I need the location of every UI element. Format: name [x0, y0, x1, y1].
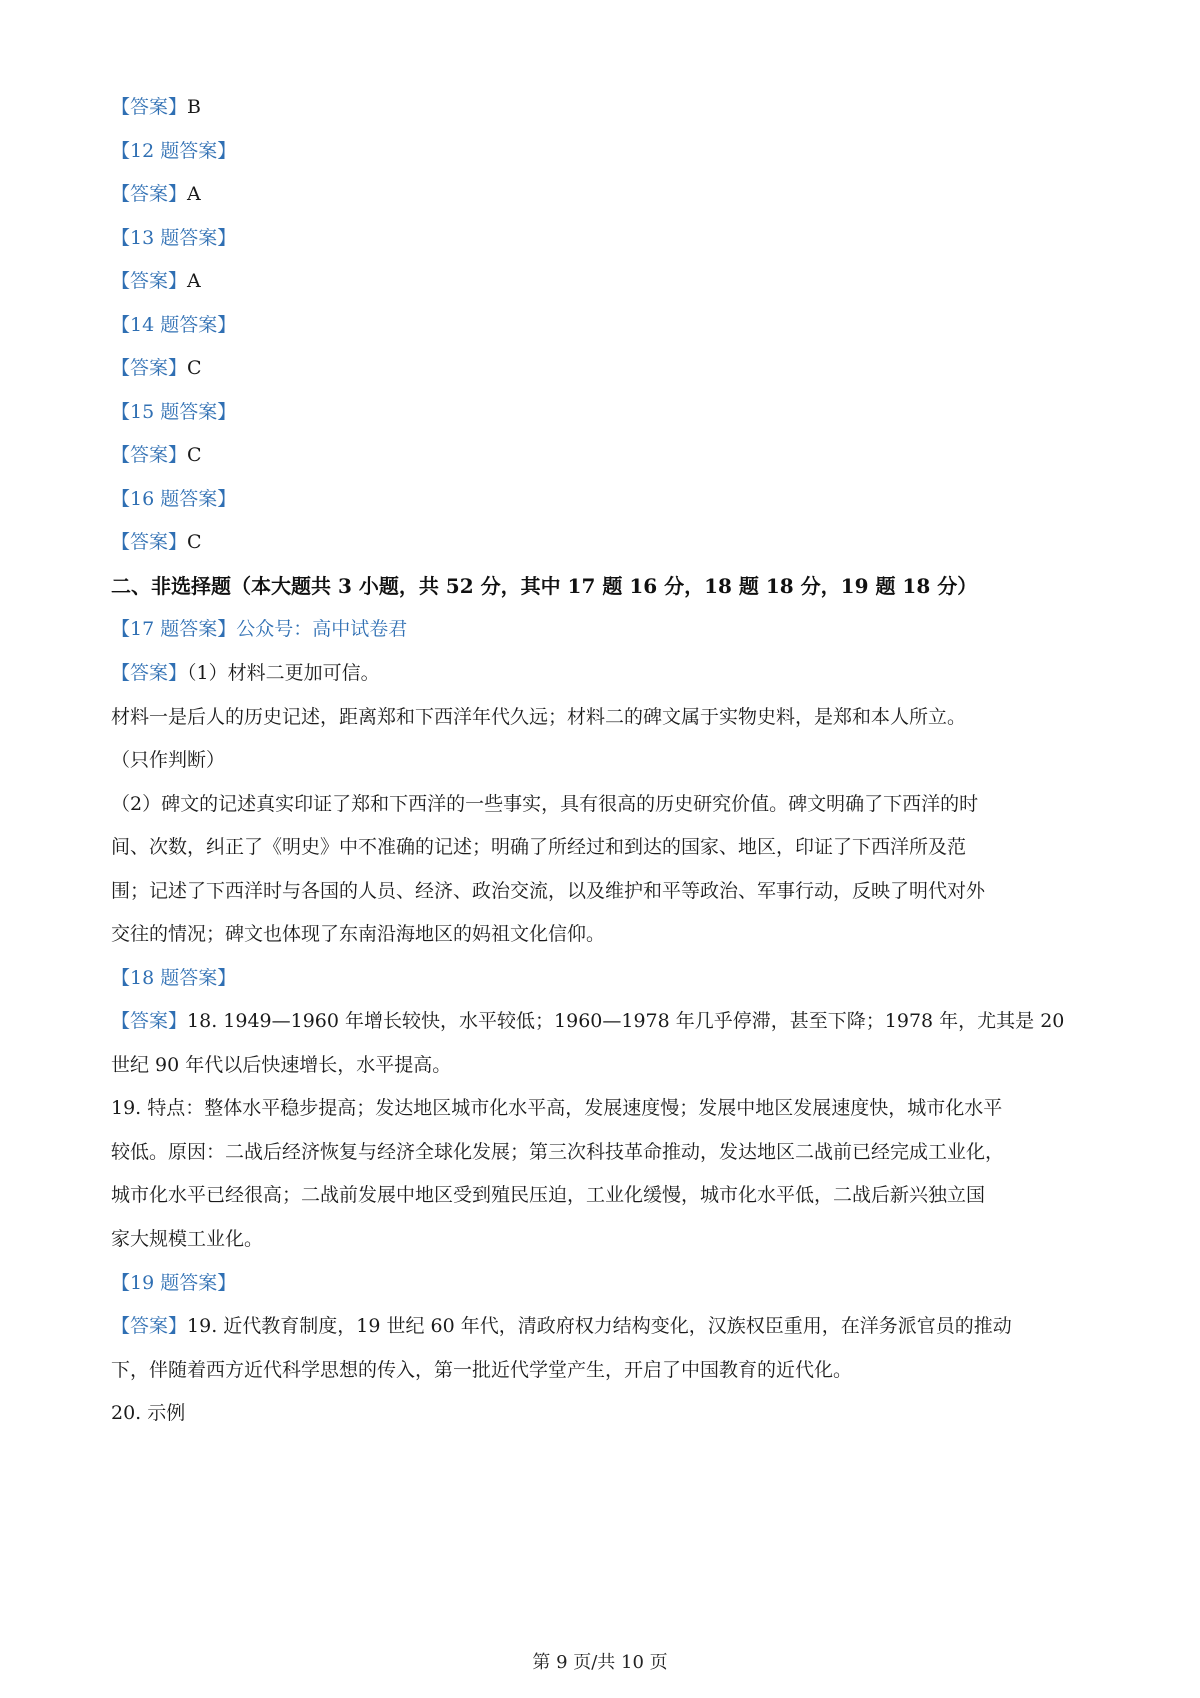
answer-line	[111, 530, 1110, 554]
page-footer: 第 9 页/共 10 页	[532, 1652, 668, 1673]
question-heading	[111, 617, 1110, 641]
question-tag: 【15 题答案】	[111, 401, 237, 423]
body-line: 下，伴随着西方近代科学思想的传入，第一批近代学堂产生，开启了中国教育的近代化。	[111, 1359, 853, 1381]
answer-line	[111, 182, 1110, 206]
answer-tag: 【答案】	[111, 662, 188, 684]
question-heading	[111, 226, 1110, 250]
answer-tag: 【答案】	[111, 183, 188, 205]
body-line: （只作判断）	[111, 749, 226, 771]
body-line: 世纪 90 年代以后快速增长，水平提高。	[111, 1054, 452, 1076]
answer-tag: 【答案】	[111, 357, 188, 379]
answer-text: C	[187, 444, 202, 466]
question-heading	[111, 400, 1110, 424]
answer-line	[111, 443, 1110, 467]
question-heading	[111, 487, 1110, 511]
answer-text: A	[187, 270, 201, 292]
answer-line	[111, 95, 1110, 119]
question-tag: 【17 题答案】公众号：高中试卷君	[111, 618, 408, 640]
body-line: （2）碑文的记述真实印证了郑和下西洋的一些事实，具有很高的历史研究价值。碑文明确了下西洋的时	[111, 793, 979, 815]
question-heading	[111, 966, 1110, 990]
answer-text: C	[187, 357, 202, 379]
answer-line	[111, 661, 1110, 685]
question-heading	[111, 313, 1110, 337]
question-heading	[111, 139, 1110, 163]
answer-tag: 【答案】	[111, 270, 188, 292]
body-line: 19. 特点：整体水平稳步提高；发达地区城市化水平高，发展速度慢；发展中地区发展速度快，城市化水平	[111, 1097, 1003, 1119]
answer-line	[111, 1314, 1110, 1338]
body-line: 较低。原因：二战后经济恢复与经济全球化发展；第三次科技革命推动，发达地区二战前已经完成工业化，	[111, 1141, 1005, 1163]
body-line: 家大规模工业化。	[111, 1228, 264, 1250]
answer-tag: 【答案】	[111, 1315, 188, 1337]
section-heading: 二、非选择题（本大题共 3 小题，共 52 分，其中 17 题 16 分，18 题 18 分，19 题 18 分）	[111, 574, 978, 598]
answer-tag: 【答案】	[111, 1010, 188, 1032]
answer-line	[111, 269, 1110, 293]
body-line: 20. 示例	[111, 1402, 186, 1424]
question-tag: 【18 题答案】	[111, 967, 237, 989]
answer-tag: 【答案】	[111, 531, 188, 553]
question-tag: 【13 题答案】	[111, 227, 237, 249]
body-line: 间、次数，纠正了《明史》中不准确的记述；明确了所经过和到达的国家、地区，印证了下西洋所及范	[111, 836, 967, 858]
question-tag: 【19 题答案】	[111, 1272, 237, 1294]
body-line: 交往的情况；碑文也体现了东南沿海地区的妈祖文化信仰。	[111, 923, 606, 945]
answer-line	[111, 356, 1110, 380]
question-tag: 【12 题答案】	[111, 140, 237, 162]
answer-text: C	[187, 531, 202, 553]
question-heading	[111, 1271, 1110, 1295]
answer-text: 19. 近代教育制度，19 世纪 60 年代，清政府权力结构变化，汉族权臣重用，在洋务派官员的推动	[187, 1315, 1012, 1337]
body-line: 围；记述了下西洋时与各国的人员、经济、政治交流，以及维护和平等政治、军事行动，反映了明代对外	[111, 880, 986, 902]
answer-text: 18. 1949—1960 年增长较快，水平较低；1960—1978 年几乎停滞，甚至下降；1978 年，尤其是 20	[187, 1010, 1065, 1032]
body-line: 城市化水平已经很高；二战前发展中地区受到殖民压迫，工业化缓慢，城市化水平低，二战后新兴独立国	[111, 1184, 986, 1206]
answer-tag: 【答案】	[111, 444, 188, 466]
answer-tag: 【答案】	[111, 96, 188, 118]
answer-text: B	[187, 96, 201, 118]
answer-text: （1）材料二更加可信。	[187, 662, 380, 684]
question-tag: 【16 题答案】	[111, 488, 237, 510]
question-tag: 【14 题答案】	[111, 314, 237, 336]
answer-line	[111, 1009, 1110, 1033]
answer-text: A	[187, 183, 201, 205]
body-line: 材料一是后人的历史记述，距离郑和下西洋年代久远；材料二的碑文属于实物史料，是郑和本人所立。	[111, 706, 967, 728]
